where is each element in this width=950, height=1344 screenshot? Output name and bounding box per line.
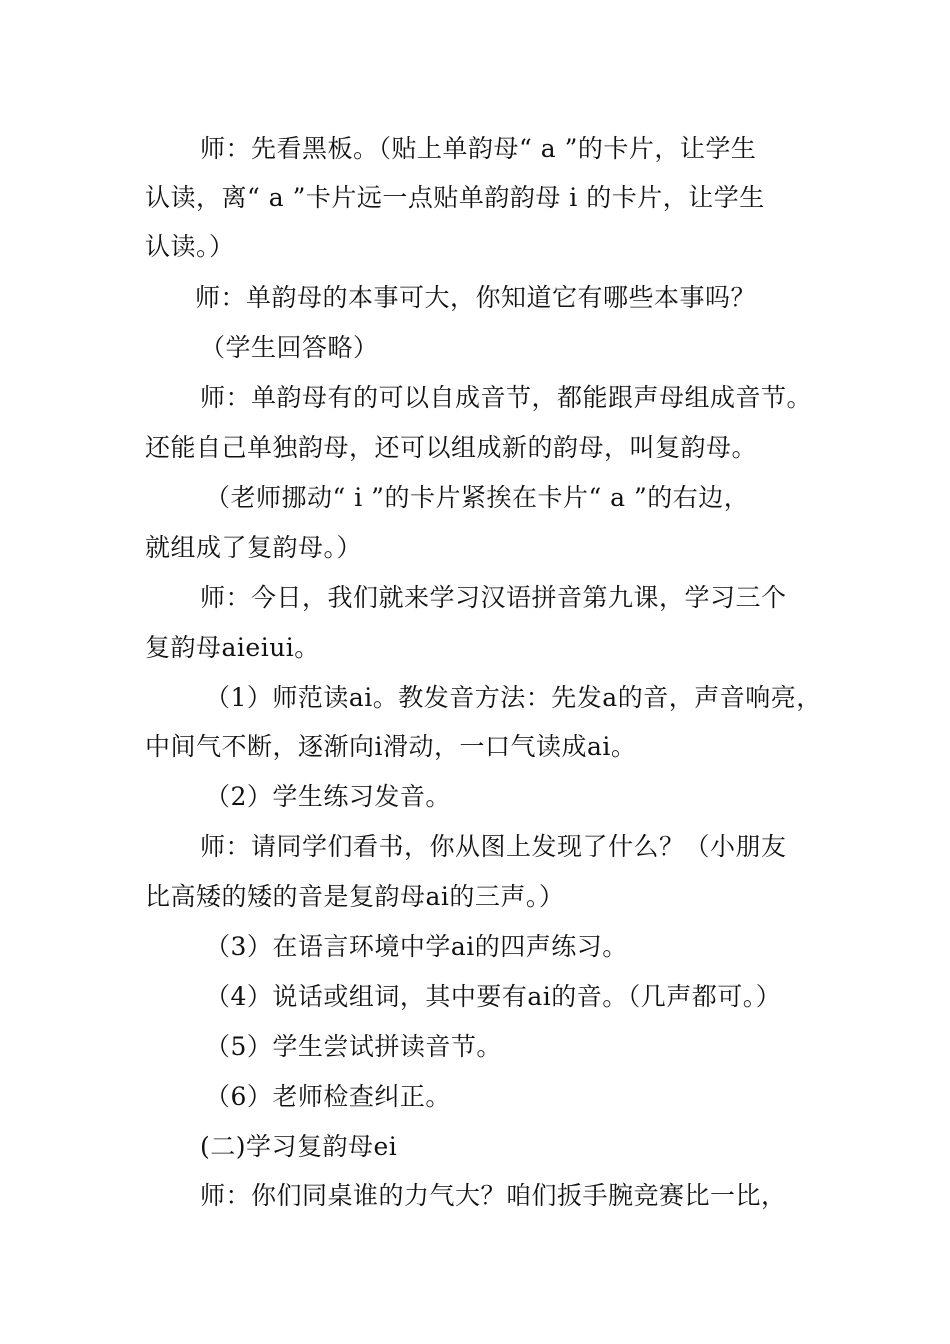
paragraph-line: 认读，离“ a ”卡片远一点贴单韵韵母 i 的卡片，让学生 — [145, 183, 765, 212]
paragraph-line: （2）学生练习发音。 — [205, 782, 451, 811]
paragraph-line: （1）师范读ai。教发音方法：先发a的音，声音响亮， — [205, 683, 822, 712]
paragraph-line: 师：单韵母的本事可大，你知道它有哪些本事吗？ — [195, 283, 757, 312]
paragraph-line: （学生回答略） — [200, 333, 379, 362]
paragraph-line: （4）说话或组词，其中要有ai的音。（几声都可。） — [205, 982, 782, 1011]
paragraph-line: 还能自己单独韵母，还可以组成新的韵母，叫复韵母。 — [145, 433, 758, 462]
section-heading: (二)学习复韵母ei — [200, 1132, 398, 1161]
paragraph-line: 师：先看黑板。（贴上单韵母“ a ”的卡片，让学生 — [200, 134, 757, 163]
paragraph-line: 中间气不断，逐渐向i滑动，一口气读成ai。 — [145, 732, 637, 761]
paragraph-line: （5）学生尝试拼读音节。 — [205, 1032, 502, 1061]
paragraph-line: 比高矮的矮的音是复韵母ai的三声。） — [145, 882, 565, 911]
paragraph-line: （老师挪动“ i ”的卡片紧挨在卡片“ a ”的右边， — [205, 483, 750, 512]
paragraph-line: 师：单韵母有的可以自成音节，都能跟声母组成音节。 — [200, 383, 813, 412]
paragraph-line: （3）在语言环境中学ai的四声练习。 — [205, 932, 628, 961]
paragraph-line: 复韵母aieiui。 — [145, 633, 320, 662]
paragraph-line: 师：你们同桌谁的力气大？咱们扳手腕竞赛比一比， — [200, 1181, 787, 1210]
paragraph-line: （6）老师检查纠正。 — [205, 1082, 451, 1111]
paragraph-line: 师：今日，我们就来学习汉语拼音第九课，学习三个 — [200, 583, 787, 612]
paragraph-line: 就组成了复韵母。） — [145, 533, 363, 562]
paragraph-line: 师：请同学们看书，你从图上发现了什么？（小朋友 — [200, 832, 787, 861]
paragraph-line: 认读。） — [145, 232, 235, 261]
